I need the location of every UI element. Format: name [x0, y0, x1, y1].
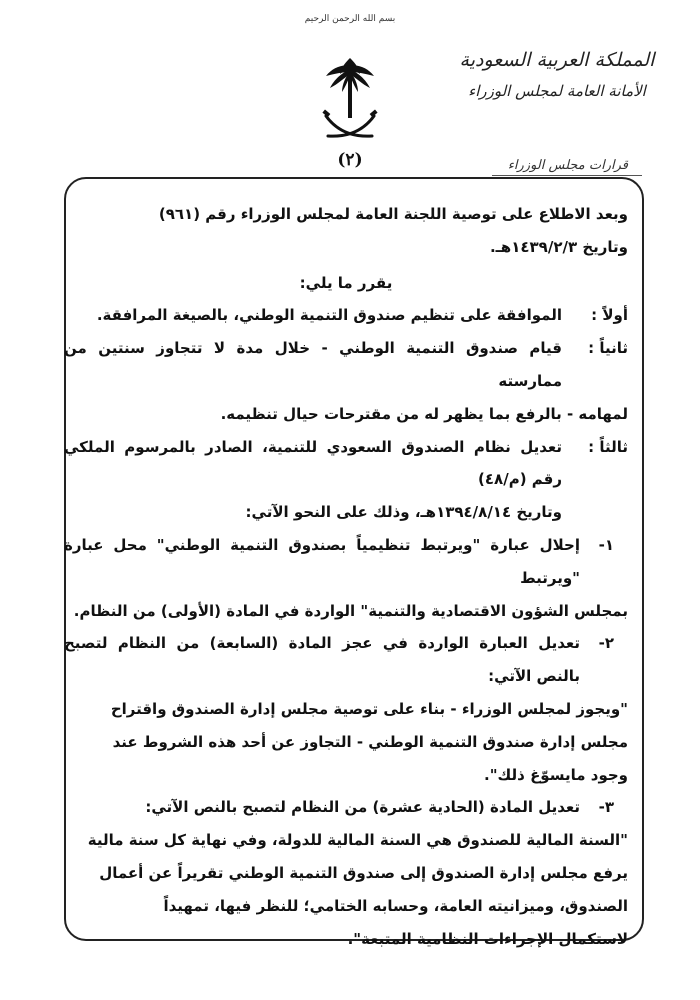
page-number: (٢) [337, 150, 363, 170]
amendment-3 [64, 791, 614, 824]
clause-line: لمهامه - بالرفع بما يظهر له من مقترحات حيال تنظيمه. [220, 404, 628, 423]
amendment-line: بمجلس الشؤون الاقتصادية والتنمية" الواردة في المادة (الأولى) من النظام. [73, 601, 628, 620]
clause-label: أولاً : [591, 306, 628, 325]
amendment-text [64, 791, 580, 824]
clause-first [64, 299, 628, 332]
amendment-line: الصندوق، وميزانيته العامة، وحسابه الختامي؛ للنظر فيها، تمهيداً [163, 896, 628, 915]
kingdom-title: المملكة العربية السعودية [459, 49, 655, 71]
amendment-text [64, 627, 580, 693]
amendment-line: مجلس إدارة صندوق التنمية الوطني - التجاوز عن أحد هذه الشروط عند [112, 732, 628, 751]
saudi-emblem-icon [320, 54, 380, 146]
clause-text [64, 332, 562, 398]
amendment-1 [64, 529, 614, 595]
amendment-line: يرفع مجلس إدارة الصندوق إلى صندوق التنمية الوطني تقريراً عن أعمال [99, 863, 628, 882]
clause-line: وتاريخ ١٣٩٤/٨/١٤هـ، وذلك على النحو الآتي: [245, 503, 562, 522]
resolved-heading: يقرر ما يلي: [299, 273, 393, 292]
intro-line: وتاريخ ١٤٣٩/٢/٣هـ. [489, 237, 628, 256]
clause-text [64, 431, 562, 529]
intro-line: وبعد الاطلاع على توصية اللجنة العامة لمجلس الوزراء رقم (٩٦١) [158, 205, 628, 223]
clause-third [64, 431, 628, 529]
secretariat-title: الأمانة العامة لمجلس الوزراء [468, 82, 646, 100]
letterhead-titles [442, 44, 672, 106]
amendment-number: ١- [598, 535, 614, 554]
basmala: بسم الله الرحمن الرحيم [304, 14, 396, 24]
clause-line: الموافقة على تنظيم صندوق التنمية الوطني، بالصيغة المرافقة. [96, 306, 562, 325]
decisions-underline [492, 175, 642, 176]
amendment-line: تعديل المادة (الحادية عشرة) من النظام لتصبح بالنص الآتي: [145, 798, 580, 817]
document-body [64, 198, 628, 955]
amendment-line: تعديل العبارة الواردة في عجز المادة (السابعة) من النظام لتصبح بالنص الآتي: [64, 634, 580, 686]
amendment-line: إحلال عبارة "ويرتبط تنظيمياً بصندوق التنمية الوطني" محل عبارة "ويرتبط [64, 535, 580, 587]
clause-label: ثالثاً : [588, 437, 628, 456]
clause-text [64, 299, 562, 332]
clause-label: ثانياً : [588, 339, 628, 358]
amendment-number: ٣- [598, 798, 614, 817]
clause-line: قيام صندوق التنمية الوطني - خلال مدة لا تتجاوز سنتين من ممارسته [64, 339, 562, 390]
amendment-line: "السنة المالية للصندوق هي السنة المالية للدولة، وفي نهاية كل سنة مالية [87, 831, 628, 850]
decisions-label: قرارات مجلس الوزراء [507, 158, 628, 173]
amendment-number: ٢- [598, 634, 614, 653]
clause-line: تعديل نظام الصندوق السعودي للتنمية، الصادر بالمرسوم الملكي رقم (م/٤٨) [64, 437, 562, 489]
amendment-2 [64, 627, 614, 693]
amendment-text [64, 529, 580, 595]
clause-second [64, 332, 628, 398]
amendment-line: لاستكمال الإجراءات النظامية المتبعة". [347, 929, 628, 948]
amendment-line: "ويجوز لمجلس الوزراء - بناء على توصية مجلس إدارة الصندوق واقتراح [110, 699, 628, 718]
amendment-line: وجود مايسوّغ ذلك". [484, 765, 628, 784]
